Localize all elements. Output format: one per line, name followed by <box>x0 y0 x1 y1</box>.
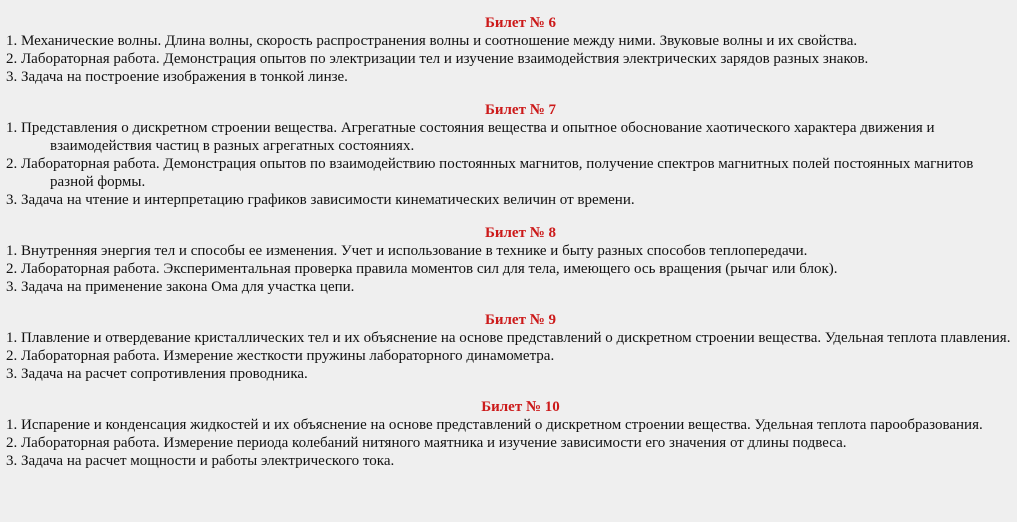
ticket-item: 3. Задача на расчет мощности и работы электрического тока. <box>6 453 395 469</box>
ticket-title: Билет № 6 <box>484 15 557 31</box>
ticket-title: Билет № 10 <box>481 399 560 415</box>
ticket-title: Билет № 8 <box>484 225 557 241</box>
ticket-item: 2. Лабораторная работа. Демонстрация опытов по электризации тел и изучение взаимодействия электрических зарядов разных знаков. <box>6 51 869 67</box>
ticket-8 <box>6 224 1011 296</box>
ticket-item: 1. Плавление и отвердевание кристаллических тел и их объяснение на основе представлений о дискретном строении вещества. Удельная теплота плавления. <box>6 330 1011 346</box>
ticket-6 <box>6 14 1011 86</box>
ticket-title: Билет № 9 <box>484 312 557 328</box>
ticket-item: 2. Лабораторная работа. Демонстрация опытов по взаимодействию постоянных магнитов, получение спектров магнитных полей постоянных магнитов разной формы. <box>6 156 974 190</box>
ticket-9 <box>6 311 1011 383</box>
ticket-item: 1. Механические волны. Длина волны, скорость распространения волны и соотношение между ними. Звуковые волны и их свойства. <box>6 33 858 49</box>
ticket-item: 2. Лабораторная работа. Измерение периода колебаний нитяного маятника и изучение зависимости его значения от длины подвеса. <box>6 435 847 451</box>
ticket-item: 2. Лабораторная работа. Измерение жесткости пружины лабораторного динамометра. <box>6 348 555 364</box>
ticket-7 <box>6 101 1011 209</box>
ticket-item: 1. Представления о дискретном строении вещества. Агрегатные состояния вещества и опытное обоснование хаотического характера движения и взаимодействия частиц в разных агрегатных состояниях. <box>6 120 935 154</box>
ticket-item: 3. Задача на расчет сопротивления проводника. <box>6 366 308 382</box>
ticket-item: 3. Задача на применение закона Ома для участка цепи. <box>6 279 355 295</box>
ticket-item: 3. Задача на построение изображения в тонкой линзе. <box>6 69 348 85</box>
ticket-item: 1. Внутренняя энергия тел и способы ее изменения. Учет и использование в технике и быту разных способов теплопередачи. <box>6 243 808 259</box>
ticket-item: 1. Испарение и конденсация жидкостей и их объяснение на основе представлений о дискретном строении вещества. Удельная теплота парообразования. <box>6 417 983 433</box>
ticket-title: Билет № 7 <box>484 102 557 118</box>
ticket-item: 2. Лабораторная работа. Экспериментальная проверка правила моментов сил для тела, имеющего ось вращения (рычаг или блок). <box>6 261 838 277</box>
ticket-item: 3. Задача на чтение и интерпретацию графиков зависимости кинематических величин от времени. <box>6 192 635 208</box>
ticket-10 <box>6 398 1011 470</box>
